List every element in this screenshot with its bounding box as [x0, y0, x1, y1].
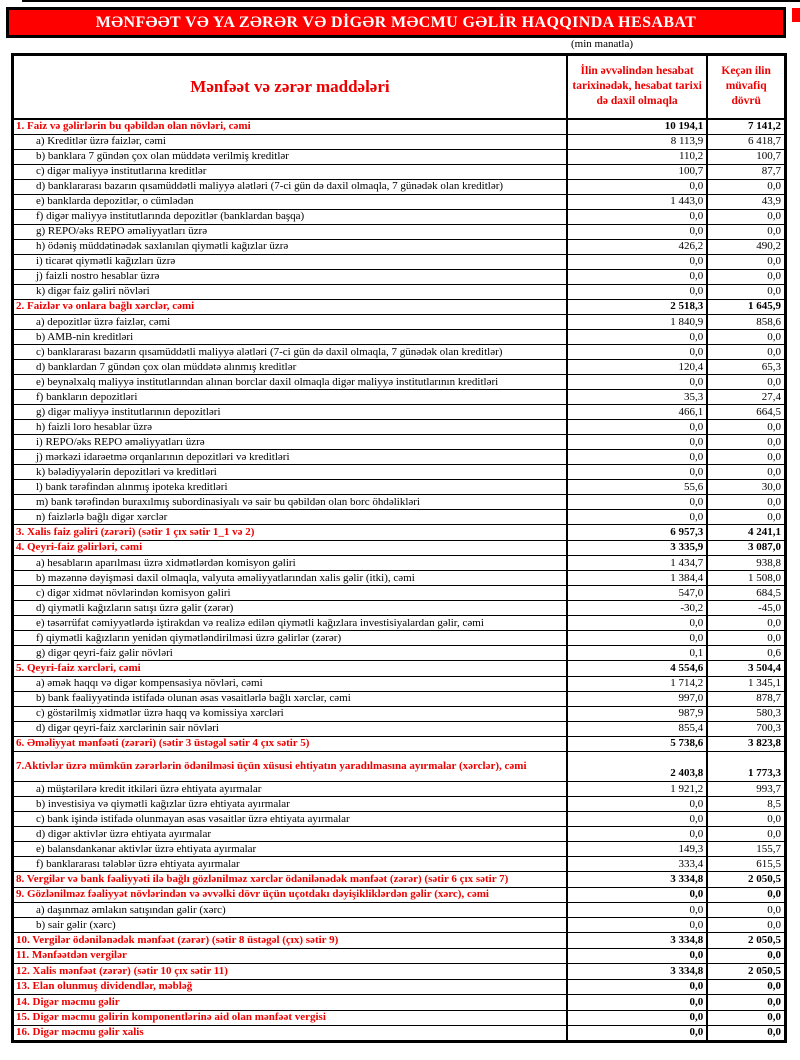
row-value-previous: 0,0 — [707, 269, 785, 284]
row-label: 6. Əməliyyat mənfəəti (zərəri) (sətir 3 üstəgəl sətir 4 çıx sətir 5) — [13, 736, 567, 752]
item-row — [13, 646, 786, 661]
row-label: f) digər maliyyə institutlarında depozitlər (banklardan başqa) — [13, 209, 567, 224]
row-label: 2. Faizlər və onlara bağlı xərclər, cəmi — [13, 299, 567, 315]
row-label: f) banklararası tələblər üzrə ehtiyata ayırmalar — [13, 857, 567, 872]
row-value-current: 0,0 — [567, 330, 707, 345]
item-row — [13, 209, 786, 224]
row-label: c) göstərilmiş xidmətlər üzrə haqq və komissiya xərcləri — [13, 706, 567, 721]
row-value-previous: 664,5 — [707, 405, 785, 420]
row-value-previous: 6 418,7 — [707, 134, 785, 149]
row-label: 14. Digər məcmu gəlir — [13, 995, 567, 1011]
row-value-current: 0,0 — [567, 903, 707, 918]
total-row — [13, 525, 786, 541]
row-value-previous: 87,7 — [707, 164, 785, 179]
table-header — [13, 55, 786, 119]
row-label: d) digər qeyri-faiz xərclərinin sair növləri — [13, 721, 567, 736]
row-label: n) faizlərlə bağlı digər xərclər — [13, 510, 567, 525]
row-value-current: 0,0 — [567, 420, 707, 435]
row-value-current: 149,3 — [567, 842, 707, 857]
item-row — [13, 676, 786, 691]
total-row — [13, 872, 786, 888]
total-row — [13, 1026, 786, 1042]
row-label: a) hesabların aparılması üzrə xidmətlərdən komisyon gəliri — [13, 556, 567, 571]
row-value-previous: 0,0 — [707, 903, 785, 918]
row-value-previous: 858,6 — [707, 315, 785, 330]
row-label: c) digər xidmət növlərindən komisyon gəliri — [13, 586, 567, 601]
row-value-current: 547,0 — [567, 586, 707, 601]
row-label: 12. Xalis mənfəət (zərər) (sətir 10 çıx sətir 11) — [13, 964, 567, 980]
row-label: m) bank tərəfindən buraxılmış subordinasiyalı və sair bu qəbildən olan borc öhdəlikləri — [13, 495, 567, 510]
row-value-current: 3 335,9 — [567, 540, 707, 556]
row-label: d) banklararası bazarın qısamüddətli maliyyə alətləri (7-ci gün də daxil olmaqla, 7 günədək olan kreditlər) — [13, 179, 567, 194]
row-value-current: 1 714,2 — [567, 676, 707, 691]
row-label: a) daşınmaz əmlakın satışından gəlir (xərc) — [13, 903, 567, 918]
item-row — [13, 721, 786, 736]
row-value-previous: 0,0 — [707, 510, 785, 525]
row-value-current: 0,0 — [567, 435, 707, 450]
row-value-previous: 0,0 — [707, 224, 785, 239]
row-value-current: 0,0 — [567, 224, 707, 239]
item-row — [13, 405, 786, 420]
item-row — [13, 254, 786, 269]
item-row — [13, 797, 786, 812]
row-label: c) digər maliyyə institutlarına kreditlər — [13, 164, 567, 179]
row-value-previous: 700,3 — [707, 721, 785, 736]
row-label: g) digər maliyyə institutlarının depozitləri — [13, 405, 567, 420]
row-value-current: 997,0 — [567, 691, 707, 706]
row-value-previous: 2 050,5 — [707, 964, 785, 980]
row-value-previous: 100,7 — [707, 149, 785, 164]
total-row — [13, 995, 786, 1011]
report-title: MƏNFƏƏT VƏ YA ZƏRƏR VƏ DİGƏR MƏCMU GƏLİR HAQQINDA HESABAT — [95, 13, 697, 31]
row-value-current: 0,0 — [567, 631, 707, 646]
total-row — [13, 540, 786, 556]
item-row — [13, 691, 786, 706]
item-row — [13, 149, 786, 164]
row-value-current: 0,0 — [567, 995, 707, 1011]
item-row — [13, 284, 786, 299]
profit-loss-table — [11, 53, 787, 1043]
row-value-current: 3 334,8 — [567, 872, 707, 888]
row-label: 7.Aktivlər üzrə mümkün zərərlərin ödənilməsi üçün xüsusi ehtiyatın yaradılmasına ayırmalar (xərclər), cəmi — [13, 752, 567, 782]
total-row — [13, 299, 786, 315]
item-row — [13, 194, 786, 209]
column-header-items: Mənfəət və zərər maddələri — [13, 55, 567, 119]
row-value-previous: 4 241,1 — [707, 525, 785, 541]
row-value-previous: 0,0 — [707, 465, 785, 480]
row-value-previous: 0,0 — [707, 284, 785, 299]
row-value-current: 0,0 — [567, 510, 707, 525]
row-value-current: 0,0 — [567, 209, 707, 224]
row-value-current: 35,3 — [567, 390, 707, 405]
row-value-previous: 0,0 — [707, 209, 785, 224]
row-value-current: 10 194,1 — [567, 119, 707, 135]
item-row — [13, 420, 786, 435]
row-value-current: 0,0 — [567, 979, 707, 995]
row-label: c) bank işində istifadə olunmayan əsas vəsaitlər üzrə ehtiyata ayırmalar — [13, 812, 567, 827]
row-value-previous: 490,2 — [707, 239, 785, 254]
item-row — [13, 495, 786, 510]
row-label: b) bank fəaliyyətində istifadə olunan əsas vəsaitlərlə bağlı xərclər, cəmi — [13, 691, 567, 706]
row-value-previous: 0,0 — [707, 450, 785, 465]
row-label: a) müştərilərə kredit itkiləri üzrə ehtiyata ayırmalar — [13, 782, 567, 797]
row-label: e) təsərrüfat cəmiyyətlərdə iştirakdan və realizə edilən qiymətli kağızlara investisiyalardan gəlir, cəmi — [13, 616, 567, 631]
row-label: d) digər aktivlər üzrə ehtiyata ayırmalar — [13, 827, 567, 842]
item-row — [13, 480, 786, 495]
row-label: h) ödəniş müddətinədək saxlanılan qiymətli kağızlar üzrə — [13, 239, 567, 254]
item-row — [13, 345, 786, 360]
row-value-previous: 878,7 — [707, 691, 785, 706]
row-value-current: 2 403,8 — [567, 752, 707, 782]
row-value-current: 0,0 — [567, 465, 707, 480]
column-header-current-period: İlin əvvəlindən hesabat tarixinədək, hesabat tarixi də daxil olmaqla — [567, 55, 707, 119]
row-label: c) banklararası bazarın qısamüddətli maliyyə alətləri (7-ci gün də daxil olmaqla, 7 günədək olan kreditlər) — [13, 345, 567, 360]
row-value-current: 110,2 — [567, 149, 707, 164]
row-label: 10. Vergilər ödənilənədək mənfəət (zərər) (sətir 8 üstəgəl (çıx) sətir 9) — [13, 933, 567, 949]
total-row — [13, 964, 786, 980]
row-value-current: 0,0 — [567, 616, 707, 631]
row-value-current: 100,7 — [567, 164, 707, 179]
row-label: j) mərkəzi idarəetmə orqanlarının depozitləri və kreditləri — [13, 450, 567, 465]
item-row — [13, 812, 786, 827]
item-row — [13, 556, 786, 571]
row-label: g) digər qeyri-faiz gəlir növləri — [13, 646, 567, 661]
row-label: a) əmək haqqı və digər kompensasiya növləri, cəmi — [13, 676, 567, 691]
row-label: g) REPO/əks REPO əməliyyatları üzrə — [13, 224, 567, 239]
row-value-current: 0,0 — [567, 948, 707, 964]
row-value-current: 987,9 — [567, 706, 707, 721]
row-value-previous: 155,7 — [707, 842, 785, 857]
row-value-previous: 30,0 — [707, 480, 785, 495]
row-value-previous: 2 050,5 — [707, 872, 785, 888]
row-value-previous: 0,0 — [707, 1026, 785, 1042]
item-row — [13, 360, 786, 375]
item-row — [13, 179, 786, 194]
row-value-previous: 0,0 — [707, 254, 785, 269]
row-value-previous: 65,3 — [707, 360, 785, 375]
row-value-previous: 0,0 — [707, 616, 785, 631]
item-row — [13, 782, 786, 797]
total-row — [13, 1010, 786, 1026]
row-label: e) balansdankənar aktivlər üzrə ehtiyata ayırmalar — [13, 842, 567, 857]
row-value-current: 4 554,6 — [567, 661, 707, 677]
row-label: 8. Vergilər və bank fəaliyyəti ilə bağlı gözlənilməz xərclər ödənilənədək mənfəət (zərər) (sətir 6 çıx sətir 7) — [13, 872, 567, 888]
item-row — [13, 857, 786, 872]
row-value-current: 0,0 — [567, 918, 707, 933]
row-value-previous: 27,4 — [707, 390, 785, 405]
row-value-current: 0,0 — [567, 827, 707, 842]
header-row — [13, 55, 786, 119]
row-value-previous: 1 345,1 — [707, 676, 785, 691]
row-value-previous: 0,0 — [707, 827, 785, 842]
item-row — [13, 918, 786, 933]
row-value-current: 0,0 — [567, 812, 707, 827]
row-label: 3. Xalis faiz gəliri (zərəri) (sətir 1 çıx sətir 1_1 və 2) — [13, 525, 567, 541]
rows-container — [13, 119, 786, 1042]
row-value-previous: 3 823,8 — [707, 736, 785, 752]
row-value-current: 3 334,8 — [567, 964, 707, 980]
unit-note: (min manatla) — [570, 38, 633, 50]
row-value-previous: 993,7 — [707, 782, 785, 797]
total-row — [13, 661, 786, 677]
row-value-current: 1 384,4 — [567, 571, 707, 586]
row-value-previous: 8,5 — [707, 797, 785, 812]
item-row — [13, 586, 786, 601]
row-value-previous: 0,0 — [707, 948, 785, 964]
item-row — [13, 631, 786, 646]
row-value-current: 6 957,3 — [567, 525, 707, 541]
row-label: b) AMB-nin kreditləri — [13, 330, 567, 345]
row-value-previous: 0,0 — [707, 887, 785, 903]
item-row — [13, 375, 786, 390]
row-value-current: 1 443,0 — [567, 194, 707, 209]
item-row — [13, 435, 786, 450]
row-value-current: 1 921,2 — [567, 782, 707, 797]
row-value-previous: 938,8 — [707, 556, 785, 571]
row-value-current: 0,0 — [567, 345, 707, 360]
total-row — [13, 119, 786, 135]
row-value-previous: 3 087,0 — [707, 540, 785, 556]
row-value-current: 0,0 — [567, 375, 707, 390]
row-label: 5. Qeyri-faiz xərcləri, cəmi — [13, 661, 567, 677]
item-row — [13, 903, 786, 918]
row-value-previous: 0,0 — [707, 345, 785, 360]
row-value-current: 2 518,3 — [567, 299, 707, 315]
item-row — [13, 465, 786, 480]
row-value-previous: 0,0 — [707, 495, 785, 510]
row-value-previous: 0,0 — [707, 179, 785, 194]
row-value-current: 120,4 — [567, 360, 707, 375]
row-value-previous: 7 141,2 — [707, 119, 785, 135]
row-label: f) bankların depozitləri — [13, 390, 567, 405]
row-value-current: 0,0 — [567, 495, 707, 510]
row-value-previous: 1 508,0 — [707, 571, 785, 586]
item-row — [13, 164, 786, 179]
row-value-current: 0,0 — [567, 1010, 707, 1026]
row-label: e) beynəlxalq maliyyə institutlarından alınan borclar daxil olmaqla digər maliyyə institutlarının kreditləri — [13, 375, 567, 390]
column-header-previous-period: Keçən ilin müvafiq dövrü — [707, 55, 785, 119]
row-value-previous: 0,0 — [707, 812, 785, 827]
row-value-current: 333,4 — [567, 857, 707, 872]
row-label: j) faizli nostro hesablar üzrə — [13, 269, 567, 284]
row-label: 16. Digər məcmu gəlir xalis — [13, 1026, 567, 1042]
row-value-previous: 580,3 — [707, 706, 785, 721]
row-label: b) investisiya və qiymətli kağızlar üzrə ehtiyata ayırmalar — [13, 797, 567, 812]
row-label: b) məzənnə dəyişməsi daxil olmaqla, valyuta əməliyyatlarından xalis gəlir (itki), cəmi — [13, 571, 567, 586]
total-row — [13, 933, 786, 949]
item-row — [13, 601, 786, 616]
row-value-previous: 0,0 — [707, 330, 785, 345]
row-value-previous: 615,5 — [707, 857, 785, 872]
row-value-current: 0,0 — [567, 179, 707, 194]
row-value-previous: 0,0 — [707, 1010, 785, 1026]
item-row — [13, 450, 786, 465]
row-value-current: 855,4 — [567, 721, 707, 736]
row-label: h) faizli loro hesablar üzrə — [13, 420, 567, 435]
row-value-current: 8 113,9 — [567, 134, 707, 149]
row-label: 4. Qeyri-faiz gəlirləri, cəmi — [13, 540, 567, 556]
row-value-current: 0,0 — [567, 284, 707, 299]
row-value-current: -30,2 — [567, 601, 707, 616]
row-value-previous: 684,5 — [707, 586, 785, 601]
row-value-previous: 1 645,9 — [707, 299, 785, 315]
row-label: b) banklara 7 gündən çox olan müddətə verilmiş kreditlər — [13, 149, 567, 164]
row-value-current: 1 840,9 — [567, 315, 707, 330]
row-value-previous: 43,9 — [707, 194, 785, 209]
row-value-current: 55,6 — [567, 480, 707, 495]
row-label: f) qiymətli kağızların yenidən qiymətləndirilməsi üzrə gəlirlər (zərər) — [13, 631, 567, 646]
row-value-current: 0,1 — [567, 646, 707, 661]
scan-artifact-red-notch — [792, 8, 800, 22]
report-title-banner — [6, 7, 786, 38]
row-value-previous: 0,0 — [707, 435, 785, 450]
scan-artifact-top-line — [22, 0, 800, 2]
item-row — [13, 571, 786, 586]
item-row — [13, 827, 786, 842]
row-label: 1. Faiz və gəlirlərin bu qəbildən olan növləri, cəmi — [13, 119, 567, 135]
row-label: 15. Digər məcmu gəlirin komponentlərinə aid olan mənfəət vergisi — [13, 1010, 567, 1026]
row-value-current: 5 738,6 — [567, 736, 707, 752]
row-label: e) banklarda depozitlər, o cümlədən — [13, 194, 567, 209]
item-row — [13, 134, 786, 149]
row-value-previous: 0,0 — [707, 375, 785, 390]
row-label: 11. Mənfəətdən vergilər — [13, 948, 567, 964]
row-label: a) Kreditlər üzrə faizlər, cəmi — [13, 134, 567, 149]
row-value-current: 0,0 — [567, 450, 707, 465]
total-row — [13, 948, 786, 964]
row-label: k) digər faiz gəliri növləri — [13, 284, 567, 299]
item-row — [13, 706, 786, 721]
total-row — [13, 736, 786, 752]
row-value-previous: 0,0 — [707, 420, 785, 435]
row-value-previous: 0,0 — [707, 979, 785, 995]
row-value-current: 0,0 — [567, 254, 707, 269]
row-label: d) qiymətli kağızların satışı üzrə gəlir (zərər) — [13, 601, 567, 616]
row-value-current: 0,0 — [567, 1026, 707, 1042]
row-value-current: 0,0 — [567, 887, 707, 903]
row-label: i) REPO/əks REPO əməliyyatları üzrə — [13, 435, 567, 450]
row-value-previous: -45,0 — [707, 601, 785, 616]
row-value-current: 0,0 — [567, 797, 707, 812]
item-row — [13, 616, 786, 631]
row-label: d) banklardan 7 gündən çox olan müddətə alınmış kreditlər — [13, 360, 567, 375]
row-label: b) sair gəlir (xərc) — [13, 918, 567, 933]
row-value-previous: 3 504,4 — [707, 661, 785, 677]
row-label: i) ticarət qiymətli kağızları üzrə — [13, 254, 567, 269]
item-row — [13, 842, 786, 857]
row-value-current: 0,0 — [567, 269, 707, 284]
item-row — [13, 330, 786, 345]
row-value-previous: 0,6 — [707, 646, 785, 661]
row-value-current: 1 434,7 — [567, 556, 707, 571]
item-row — [13, 224, 786, 239]
item-row — [13, 315, 786, 330]
row-value-current: 426,2 — [567, 239, 707, 254]
row-value-previous: 2 050,5 — [707, 933, 785, 949]
total-row — [13, 752, 786, 782]
row-value-current: 466,1 — [567, 405, 707, 420]
row-label: 9. Gözlənilməz fəaliyyət növlərindən və əvvəlki dövr üçün uçotdakı dəyişikliklərdən gəlir (xərc), cəmi — [13, 887, 567, 903]
item-row — [13, 269, 786, 284]
row-value-current: 3 334,8 — [567, 933, 707, 949]
total-row — [13, 887, 786, 903]
item-row — [13, 390, 786, 405]
item-row — [13, 510, 786, 525]
item-row — [13, 239, 786, 254]
row-label: a) depozitlər üzrə faizlər, cəmi — [13, 315, 567, 330]
row-value-previous: 1 773,3 — [707, 752, 785, 782]
row-label: k) bələdiyyələrin depozitləri və kreditləri — [13, 465, 567, 480]
row-value-previous: 0,0 — [707, 918, 785, 933]
row-label: l) bank tərəfindən alınmış ipoteka kreditləri — [13, 480, 567, 495]
row-value-previous: 0,0 — [707, 631, 785, 646]
row-value-previous: 0,0 — [707, 995, 785, 1011]
row-label: 13. Elan olunmuş dividendlər, məbləğ — [13, 979, 567, 995]
total-row — [13, 979, 786, 995]
